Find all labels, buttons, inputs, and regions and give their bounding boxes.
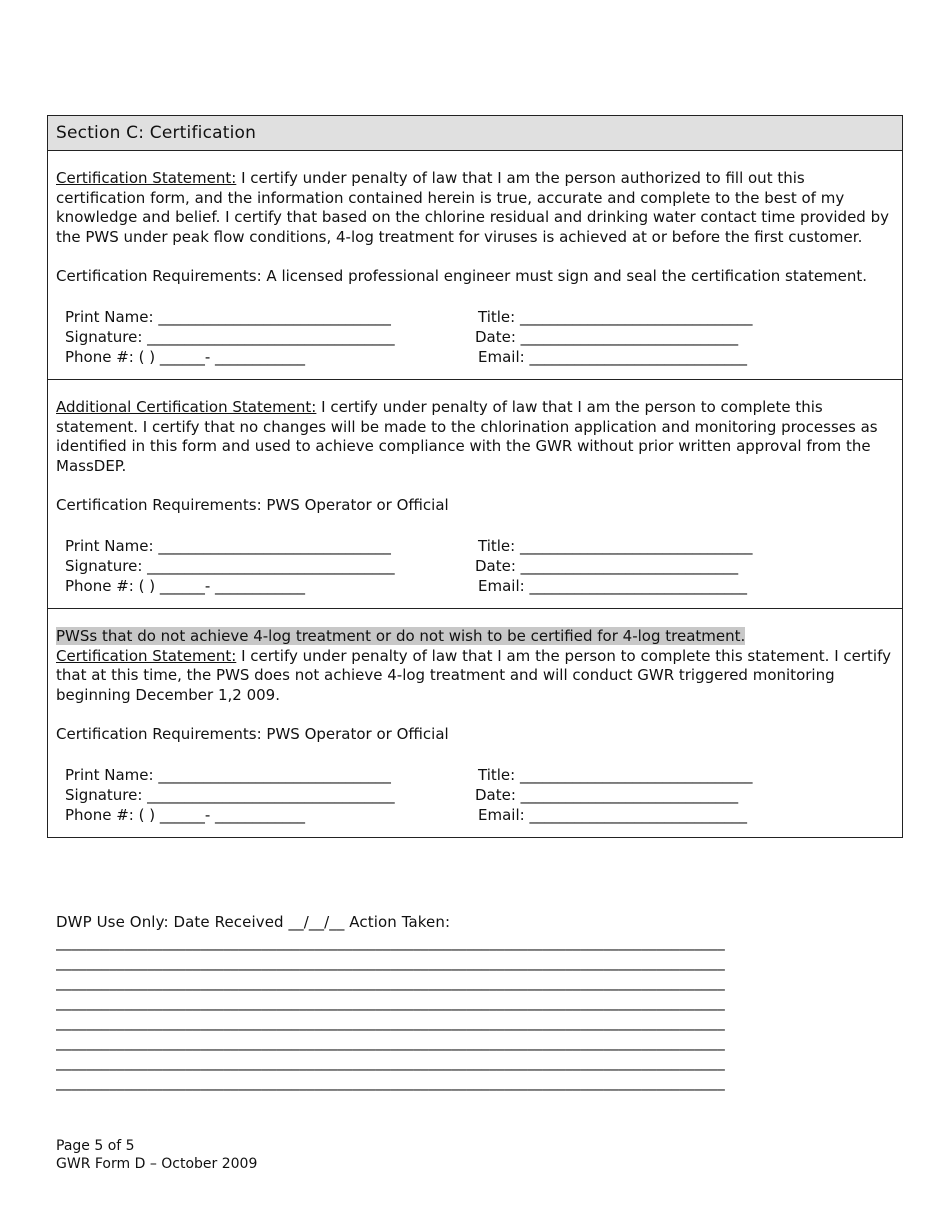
action-taken-line[interactable]: ________________________________________________________________________________________ — [56, 1073, 725, 1091]
statement-text: I certify under penalty of law that I am the person authorized to fill out this certification form, and the information contained herein is true, accurate and complete to the best of my knowledge and belief. I certify that based on the chlorine residual and drinking water contact time provided by the PWS under peak flow conditions, 4-log treatment for viruses is achieved at or before the first customer. — [56, 169, 889, 246]
action-taken-line[interactable]: ________________________________________________________________________________________ — [56, 953, 725, 971]
signature-field[interactable]: Signature: _________________________________ — [65, 785, 395, 804]
statement-paragraph — [56, 647, 894, 706]
phone-field[interactable]: Phone #: ( ) ______- ____________ — [65, 347, 306, 366]
action-taken-line[interactable]: ________________________________________________________________________________________ — [56, 933, 725, 951]
requirements-text: Certification Requirements: A licensed professional engineer must sign and seal the certification statement. — [56, 267, 868, 286]
phone-field[interactable]: Phone #: ( ) ______- ____________ — [65, 805, 306, 824]
highlighted-note: PWSs that do not achieve 4-log treatment or do not wish to be certified for 4-log treatment. — [56, 626, 746, 645]
title-field[interactable]: Title: _______________________________ — [478, 307, 753, 326]
section-title: Section C: Certification — [48, 116, 902, 151]
action-taken-line[interactable]: ________________________________________________________________________________________ — [56, 993, 725, 1011]
signature-fields — [56, 536, 894, 594]
print-name-field[interactable]: Print Name: _______________________________ — [65, 307, 391, 326]
email-field[interactable]: Email: _____________________________ — [478, 347, 747, 366]
requirements-text: Certification Requirements: PWS Operator or Official — [56, 496, 449, 515]
statement-paragraph — [56, 169, 894, 247]
statement-label: Additional Certification Statement: — [56, 397, 317, 416]
action-taken-line[interactable]: ________________________________________________________________________________________ — [56, 973, 725, 991]
signature-field[interactable]: Signature: _________________________________ — [65, 327, 395, 346]
email-field[interactable]: Email: _____________________________ — [478, 576, 747, 595]
no-4log-note — [56, 627, 894, 647]
certification-block-additional — [48, 380, 902, 609]
title-field[interactable]: Title: _______________________________ — [478, 536, 753, 555]
print-name-field[interactable]: Print Name: _______________________________ — [65, 536, 391, 555]
date-field[interactable]: Date: _____________________________ — [475, 327, 739, 346]
page-number: Page 5 of 5 — [56, 1138, 135, 1154]
action-taken-line[interactable]: ________________________________________________________________________________________ — [56, 1033, 725, 1051]
form-identifier: GWR Form D – October 2009 — [56, 1156, 258, 1172]
print-name-field[interactable]: Print Name: _______________________________ — [65, 765, 391, 784]
phone-field[interactable]: Phone #: ( ) ______- ____________ — [65, 576, 306, 595]
statement-label: Certification Statement: — [56, 169, 237, 187]
signature-field[interactable]: Signature: _________________________________ — [65, 556, 395, 575]
requirements-text: Certification Requirements: PWS Operator or Official — [56, 725, 449, 744]
certification-section — [47, 115, 903, 838]
email-field[interactable]: Email: _____________________________ — [478, 805, 747, 824]
page-footer — [56, 1137, 257, 1173]
certification-block-no-4log — [48, 609, 902, 837]
statement-paragraph — [56, 398, 894, 476]
signature-fields — [56, 307, 894, 365]
title-field[interactable]: Title: _______________________________ — [478, 765, 753, 784]
dwp-header: DWP Use Only: Date Received __/__/__ Action Taken: — [56, 913, 451, 931]
action-taken-line[interactable]: ________________________________________________________________________________________ — [56, 1013, 725, 1031]
action-taken-line[interactable]: ________________________________________________________________________________________ — [56, 1053, 725, 1071]
date-field[interactable]: Date: _____________________________ — [475, 785, 739, 804]
statement-label: Certification Statement: — [56, 646, 237, 665]
signature-fields — [56, 765, 894, 823]
dwp-use-only — [56, 912, 896, 1092]
certification-block-engineer — [48, 151, 902, 380]
statement-text: I certify under penalty of law that I am the person to complete this statement. I certify that at this time, the PWS does not achieve 4-log treatment and will conduct GWR triggered monitoring beginning December 1,2 009. — [56, 646, 891, 704]
date-field[interactable]: Date: _____________________________ — [475, 556, 739, 575]
statement-text: I certify under penalty of law that I am the person to complete this statement. I certify that no changes will be made to the chlorination application and monitoring processes as identified in this form and used to achieve compliance with the GWR without prior written approval from the MassDEP. — [56, 397, 878, 475]
